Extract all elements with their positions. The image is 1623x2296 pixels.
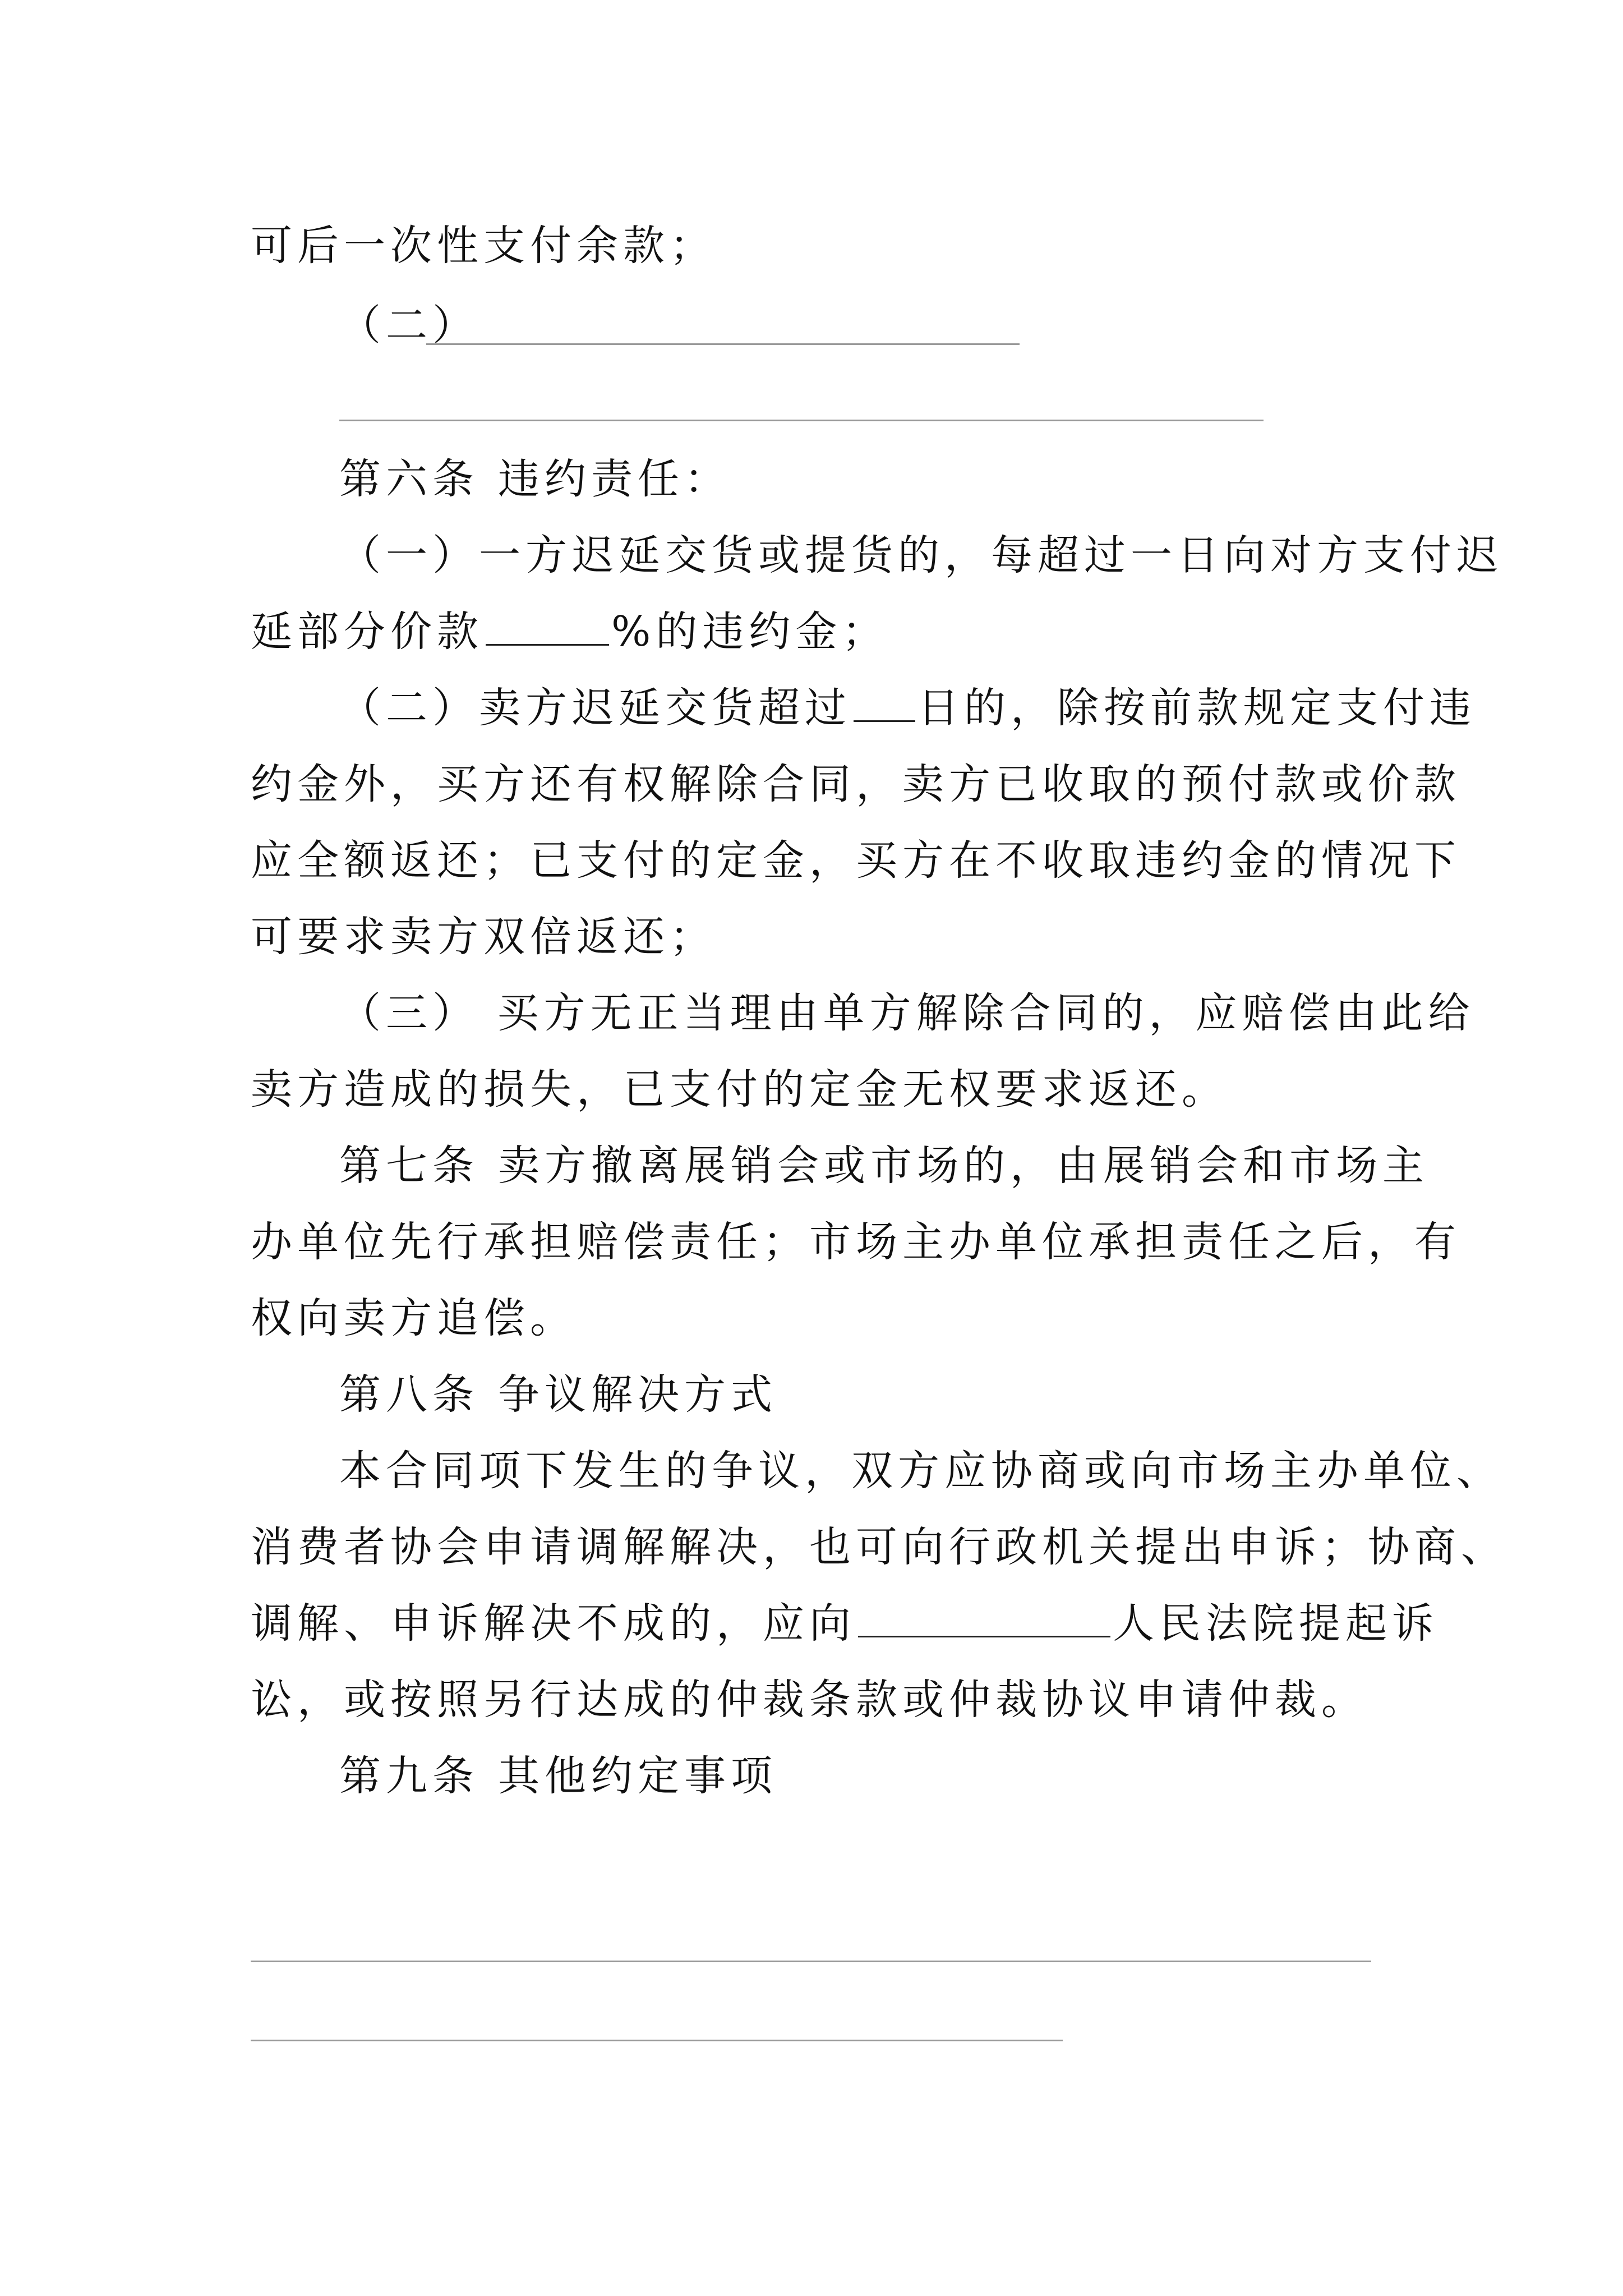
text: 可后一次性支付余款； bbox=[251, 222, 716, 270]
text-line bbox=[339, 297, 1483, 353]
article-heading bbox=[339, 451, 1483, 507]
article-number: 第七条 bbox=[339, 1142, 479, 1190]
text-line bbox=[251, 756, 1461, 812]
article-number: 第六条 bbox=[339, 455, 479, 503]
text-line bbox=[339, 1138, 1483, 1194]
article-name: 其他约定事项 bbox=[498, 1752, 777, 1800]
text: %的违约金； bbox=[611, 608, 889, 656]
text-line bbox=[251, 1519, 1507, 1575]
text: 本合同项下发生的争议，双方应协商或向市场主办单位、 bbox=[339, 1447, 1503, 1495]
text-line bbox=[251, 832, 1461, 889]
article-number: 第八条 bbox=[339, 1370, 479, 1419]
text: （一）一方迟延交货或提货的，每超过一日向对方支付迟 bbox=[339, 531, 1503, 579]
text-line bbox=[251, 909, 1395, 965]
text: 调解、申诉解决不成的，应向 bbox=[251, 1599, 856, 1648]
text-line bbox=[339, 1443, 1503, 1499]
text-line bbox=[251, 1672, 1395, 1728]
text: （二）卖方迟延交货超过 bbox=[339, 684, 851, 732]
article-name: 违约责任： bbox=[498, 455, 731, 503]
fill-blank bbox=[486, 610, 609, 646]
text: 人民法院提起诉 bbox=[1113, 1599, 1438, 1648]
blank-rule bbox=[426, 343, 1020, 345]
blank-rule bbox=[339, 420, 1264, 421]
text: 消费者协会申请调解解决，也可向行政机关提出申诉；协商、 bbox=[251, 1523, 1507, 1571]
blank-rule bbox=[251, 2040, 1063, 2041]
text: 权向卖方追偿。 bbox=[251, 1294, 577, 1342]
text: 应全额返还；已支付的定金，买方在不收取违约金的情况下 bbox=[251, 836, 1461, 885]
article-heading bbox=[339, 1748, 1483, 1804]
article-name: 争议解决方式 bbox=[498, 1370, 777, 1419]
blank-rule bbox=[251, 1961, 1371, 1962]
text-line bbox=[251, 1595, 1438, 1651]
text-line bbox=[251, 1061, 1395, 1117]
text: 讼，或按照另行达成的仲裁条款或仲裁协议申请仲裁。 bbox=[251, 1676, 1368, 1724]
text: （二） bbox=[339, 301, 479, 349]
text: （三） 买方无正当理由单方解除合同的，应赔偿由此给 bbox=[339, 989, 1475, 1037]
text: 办单位先行承担赔偿责任；市场主办单位承担责任之后，有 bbox=[251, 1218, 1461, 1266]
text: 约金外，买方还有权解除合同，卖方已收取的预付款或价款 bbox=[251, 760, 1461, 808]
fill-blank bbox=[858, 1602, 1110, 1637]
text-line bbox=[339, 527, 1503, 583]
text-line bbox=[251, 1214, 1461, 1270]
text: 卖方造成的损失，已支付的定金无权要求返还。 bbox=[251, 1065, 1228, 1114]
text-line bbox=[251, 604, 1395, 660]
text-line bbox=[251, 218, 1395, 274]
text-line bbox=[339, 985, 1483, 1041]
text-line bbox=[251, 1290, 1395, 1346]
fill-blank bbox=[854, 687, 915, 722]
text-line bbox=[339, 680, 1483, 736]
article-number: 第九条 bbox=[339, 1752, 479, 1800]
text: 卖方撤离展销会或市场的，由展销会和市场主 bbox=[498, 1142, 1429, 1190]
text: 日的，除按前款规定支付违 bbox=[917, 684, 1476, 732]
article-heading bbox=[339, 1366, 1483, 1423]
text: 可要求卖方双倍返还； bbox=[251, 913, 716, 961]
text: 延部分价款 bbox=[251, 608, 483, 656]
